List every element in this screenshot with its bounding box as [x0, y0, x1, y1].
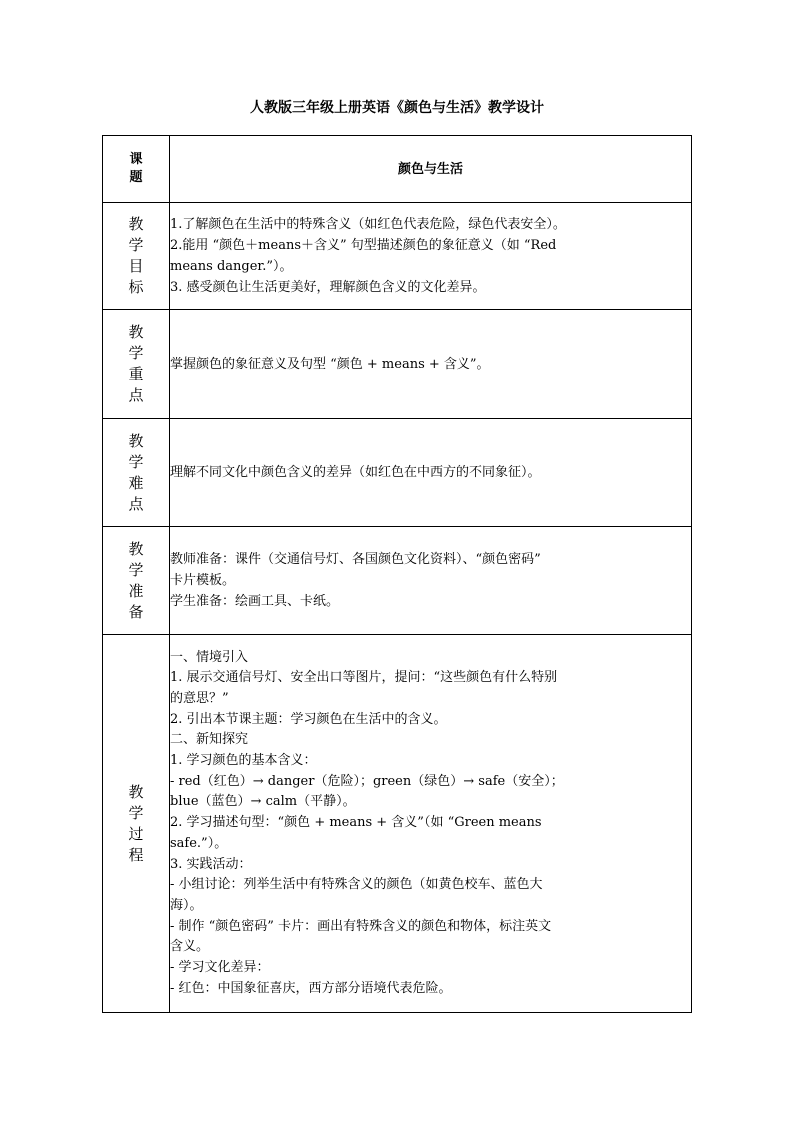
text-line: safe.”）。 — [170, 835, 228, 851]
text-line: 1. 展示交通信号灯、安全出口等图片，提问：“这些颜色有什么特别 — [170, 670, 558, 686]
text-line: 二、新知探究 — [170, 732, 249, 748]
text-line: 的意思？” — [170, 690, 229, 706]
objectives-content — [170, 203, 692, 310]
difficulties-content — [170, 419, 692, 527]
row-process — [103, 635, 692, 1013]
label-char: 学 — [128, 236, 144, 254]
text-line: 理解不同文化中颜色含义的差异（如红色在中西方的不同象征）。 — [170, 465, 541, 480]
lesson-plan-table — [102, 135, 692, 1013]
process-content — [170, 635, 692, 1013]
label-char: 标 — [128, 278, 144, 296]
text-line: 掌握颜色的象征意义及句型 “颜色 + means + 含义”。 — [170, 356, 490, 372]
label-process — [103, 635, 170, 1013]
text-line: 教师准备：课件（交通信号灯、各国颜色文化资料）、“颜色密码” — [170, 552, 541, 567]
label-char: 备 — [128, 602, 144, 621]
text-line: 学生准备：绘画工具、卡纸。 — [170, 594, 340, 609]
text-line: blue（蓝色）→ calm（平静）。 — [170, 794, 356, 810]
row-preparation — [103, 527, 692, 635]
label-char: 题 — [129, 170, 143, 185]
row-difficulties — [103, 419, 692, 527]
text-line: 3. 实践活动： — [170, 856, 252, 872]
label-char: 过 — [128, 824, 144, 843]
text-line: - red（红色）→ danger（危险）；green（绿色）→ safe（安全）； — [170, 773, 564, 789]
label-char: 教 — [128, 782, 144, 801]
label-char: 教 — [128, 539, 144, 558]
text-line: 2. 学习描述句型：“颜色 + means + 含义”（如 “Green means — [170, 815, 542, 831]
label-char: 程 — [128, 845, 144, 864]
label-char: 教 — [128, 431, 144, 450]
text-line: 海）。 — [170, 897, 203, 913]
text-line: 1. 学习颜色的基本含义： — [170, 753, 317, 769]
text-line: 一、情境引入 — [170, 649, 249, 665]
label-char: 学 — [128, 803, 144, 822]
label-char: 学 — [128, 344, 144, 362]
text-line: 卡片模板。 — [170, 573, 236, 588]
row-objectives — [103, 203, 692, 310]
label-char: 学 — [128, 452, 144, 471]
text-line: 含义。 — [170, 939, 210, 955]
label-char: 点 — [128, 494, 144, 513]
label-char: 教 — [128, 215, 144, 233]
text-line: - 制作 “颜色密码” 卡片：画出有特殊含义的颜色和物体，标注英文 — [170, 918, 552, 934]
label-char: 目 — [128, 257, 144, 275]
label-objectives — [103, 203, 170, 310]
label-topic — [103, 136, 170, 203]
label-char: 点 — [128, 386, 144, 404]
label-char: 重 — [128, 365, 144, 383]
text-line: 2.能用 “颜色＋means＋含义” 句型描述颜色的象征意义（如 “Red — [170, 238, 557, 253]
label-difficulties — [103, 419, 170, 527]
document-title: 人教版三年级上册英语《颜色与生活》教学设计 — [250, 100, 544, 116]
text-line: 2. 引出本节课主题：学习颜色在生活中的含义。 — [170, 711, 447, 727]
text-line: 1.了解颜色在生活中的特殊含义（如红色代表危险，绿色代表安全）。 — [170, 217, 566, 232]
label-char: 学 — [128, 560, 144, 579]
label-preparation — [103, 527, 170, 635]
text-line: means danger.”）。 — [170, 259, 293, 274]
text-line: - 红色：中国象征喜庆，西方部分语境代表危险。 — [170, 980, 452, 996]
text-line: 3. 感受颜色让生活更美好，理解颜色含义的文化差异。 — [170, 280, 486, 295]
topic-content: 颜色与生活 — [170, 136, 692, 203]
label-char: 教 — [128, 323, 144, 341]
label-char: 难 — [128, 473, 144, 492]
label-char: 课 — [129, 152, 143, 167]
key-points-content — [170, 310, 692, 419]
preparation-content — [170, 527, 692, 635]
row-key-points — [103, 310, 692, 419]
label-char: 准 — [128, 581, 144, 600]
text-line: - 小组讨论：列举生活中有特殊含义的颜色（如黄色校车、蓝色大 — [170, 877, 543, 893]
text-line: - 学习文化差异： — [170, 960, 270, 976]
row-topic — [103, 136, 692, 203]
label-key-points — [103, 310, 170, 419]
